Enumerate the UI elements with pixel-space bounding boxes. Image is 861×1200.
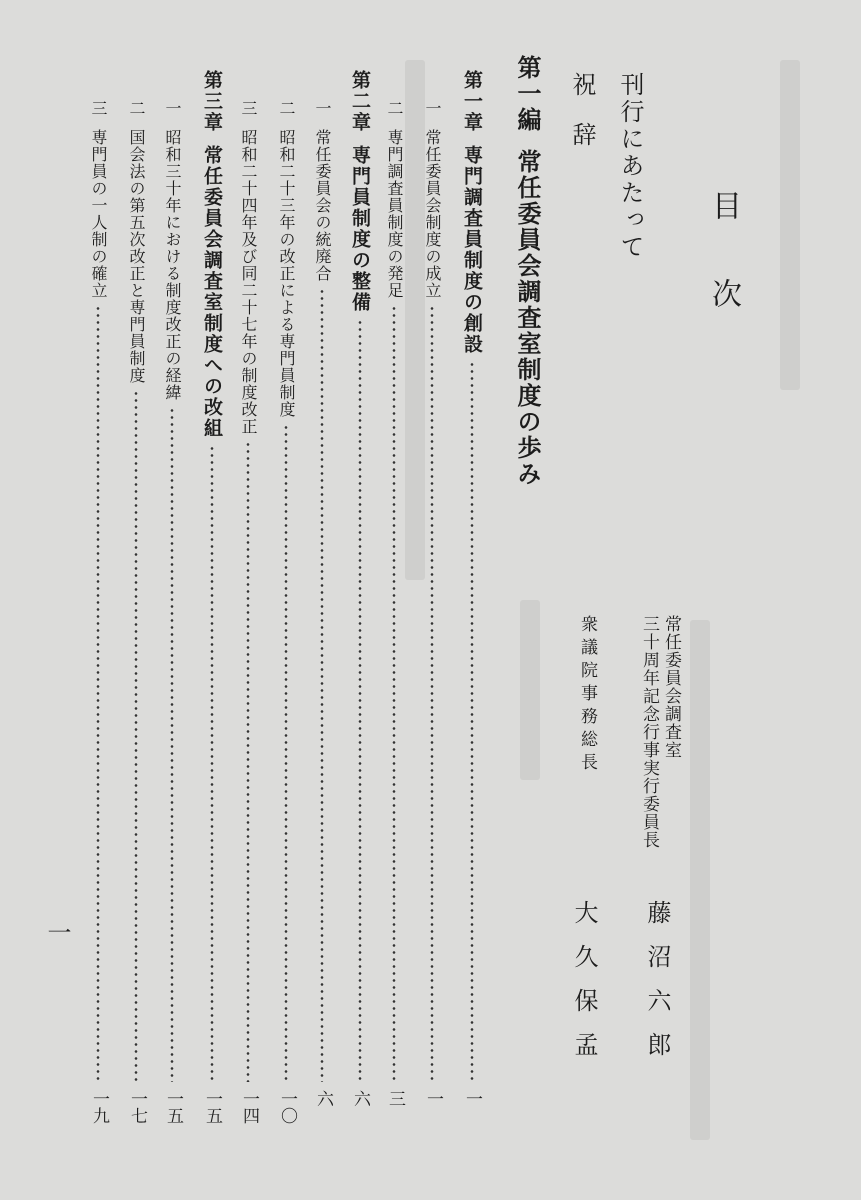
- speaker1-affiliation-line2: 三十周年記念行事実行委員長: [639, 615, 659, 849]
- page-number: 一: [462, 1090, 482, 1107]
- section-entry: [424, 100, 440, 299]
- page-number: 六: [313, 1090, 333, 1107]
- section-entry: [240, 100, 256, 435]
- leader-dots: [392, 305, 396, 1082]
- speaker1-name: 藤沼六郎: [643, 900, 671, 1076]
- part-heading: [513, 55, 542, 487]
- chapter-title: 常任委員会調査室制度への改組: [201, 145, 223, 439]
- page-number: 一五: [163, 1090, 183, 1124]
- chapter-entry: [462, 70, 481, 355]
- section-title: 国会法の第五次改正と専門員制度: [127, 129, 146, 384]
- page-number: 一: [423, 1090, 443, 1107]
- page-number: 一〇: [277, 1090, 297, 1124]
- bleed-through: [780, 60, 800, 390]
- section-number: 二: [385, 100, 404, 117]
- leader-dots: [358, 319, 362, 1082]
- leader-dots: [246, 441, 250, 1082]
- speaker1-affiliation-line1: 常任委員会調査室: [661, 615, 681, 759]
- leader-dots: [284, 424, 288, 1082]
- chapter-label: 第二章: [349, 70, 371, 133]
- section-number: 二: [277, 100, 296, 117]
- chapter-title: 専門員制度の整備: [349, 145, 371, 313]
- section-number: 一: [423, 100, 442, 117]
- section-number: 三: [239, 100, 258, 117]
- section-title: 専門員の一人制の確立: [89, 129, 108, 299]
- speaker2-affiliation: 衆議院事務総長: [577, 615, 597, 776]
- page-number: 六: [350, 1090, 370, 1107]
- section-entry: [128, 100, 144, 384]
- leader-dots: [170, 407, 174, 1082]
- chapter-label: 第一章: [461, 70, 483, 133]
- section-entry: [386, 100, 402, 299]
- section-entry: [278, 100, 294, 418]
- section-number: 一: [163, 100, 182, 117]
- leader-dots: [210, 445, 214, 1082]
- section-entry: [164, 100, 180, 401]
- chapter-entry: [202, 70, 221, 439]
- chapter-entry: [350, 70, 369, 313]
- page-title: 目次: [706, 190, 741, 366]
- bleed-through: [520, 600, 540, 780]
- page-number: 一四: [239, 1090, 259, 1124]
- page-number: 一五: [202, 1090, 222, 1124]
- section-title: 常任委員会制度の成立: [423, 129, 442, 299]
- speaker2-name: 大久保孟: [570, 900, 598, 1076]
- section-entry: [314, 100, 330, 282]
- section-title: 昭和三十年における制度改正の経緯: [163, 129, 182, 401]
- leader-dots: [320, 288, 324, 1082]
- preface-entry: 刊行にあたって: [616, 72, 644, 261]
- leader-dots: [134, 390, 138, 1082]
- section-title: 常任委員会の統廃合: [313, 129, 332, 282]
- page-number: 一七: [127, 1090, 147, 1124]
- page-folio: 一: [43, 920, 71, 944]
- chapter-title: 専門調査員制度の創設: [461, 145, 483, 355]
- section-title: 専門調査員制度の発足: [385, 129, 404, 299]
- leader-dots: [96, 305, 100, 1082]
- section-number: 二: [127, 100, 146, 117]
- section-entry: [90, 100, 106, 299]
- section-title: 昭和二十四年及び同二十七年の制度改正: [239, 129, 258, 435]
- chapter-label: 第三章: [201, 70, 223, 133]
- congrats-entry: 祝辞: [568, 72, 596, 172]
- part-title: 常任委員会調査室制度の歩み: [513, 149, 542, 487]
- page-number: 一九: [89, 1090, 109, 1124]
- part-label: 第一編: [513, 55, 542, 133]
- section-title: 昭和二十三年の改正による専門員制度: [277, 129, 296, 418]
- leader-dots: [470, 361, 474, 1082]
- section-number: 三: [89, 100, 108, 117]
- bleed-through: [405, 60, 425, 580]
- bleed-through: [690, 620, 710, 1140]
- page-number: 三: [385, 1090, 405, 1107]
- section-number: 一: [313, 100, 332, 117]
- leader-dots: [430, 305, 434, 1082]
